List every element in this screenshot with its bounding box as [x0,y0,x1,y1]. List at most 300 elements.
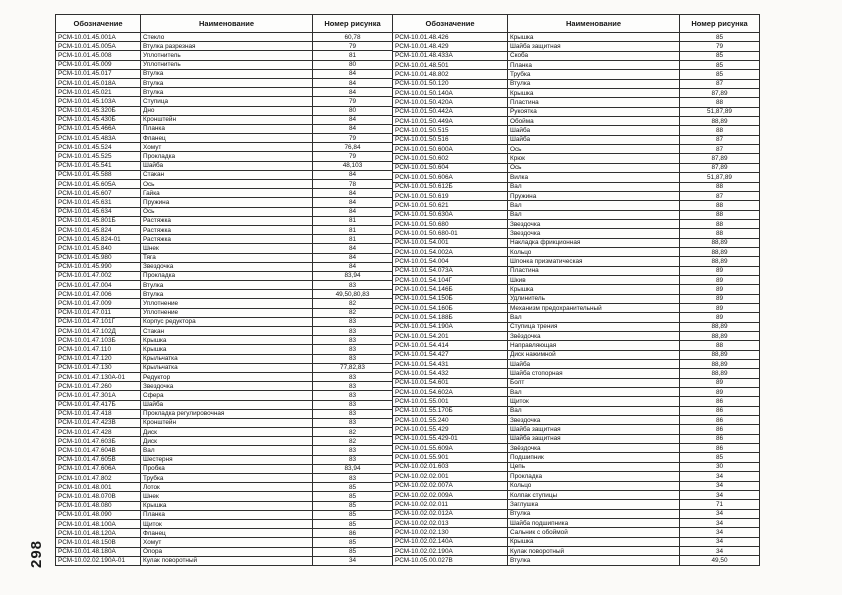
cell-designation: РСМ-10.01.54.201 [393,332,508,341]
cell-name: Рукоятка [508,107,680,116]
cell-figure-number: 86 [680,416,760,425]
cell-figure-number: 79 [313,42,393,51]
cell-designation: РСМ-10.01.54.073А [393,266,508,275]
cell-name: Звёздочка [508,444,680,453]
cell-name: Крюк [508,154,680,163]
cell-figure-number: 88 [680,201,760,210]
cell-figure-number: 86 [680,434,760,443]
cell-designation: РСМ-10.01.48.180А [56,547,141,556]
table-row [393,145,760,154]
cell-designation: РСМ-10.01.47.418 [56,409,141,418]
cell-designation: РСМ-10.01.47.110 [56,345,141,354]
cell-designation: РСМ-10.01.48.090 [56,510,141,519]
cell-figure-number: 83 [313,336,393,345]
cell-figure-number: 83 [313,327,393,336]
cell-figure-number: 81 [313,51,393,60]
cell-name: Накладка фрикционная [508,238,680,247]
cell-name: Обойма [508,117,680,126]
cell-figure-number: 85 [680,61,760,70]
table-row [393,472,760,481]
cell-name: Прокладка [508,472,680,481]
cell-name: Ось [508,163,680,172]
cell-name: Кулак поворотный [141,556,313,565]
cell-name: Диск [141,428,313,437]
cell-figure-number: 82 [313,437,393,446]
table-row [56,253,393,262]
cell-figure-number: 85 [313,492,393,501]
cell-name: Уплотнение [141,299,313,308]
cell-figure-number: 76,84 [313,143,393,152]
table-row [393,546,760,555]
cell-name: Удлинитель [508,294,680,303]
table-row [56,372,393,381]
table-row [56,262,393,271]
table-row [56,290,393,299]
cell-name: Ступица трения [508,322,680,331]
cell-designation: РСМ-10.02.02.007А [393,481,508,490]
cell-name: Планка [141,124,313,133]
col-header-name: Наименование [141,15,313,33]
table-row [393,135,760,144]
table-row [393,275,760,284]
cell-name: Втулка [141,290,313,299]
cell-name: Стакан [141,170,313,179]
table-row [393,33,760,42]
cell-name: Прокладка регулировочная [141,409,313,418]
table-row [56,216,393,225]
table-row [56,317,393,326]
table-row [393,350,760,359]
cell-name: Втулка [141,88,313,97]
cell-name: Втулка [141,78,313,87]
cell-designation: РСМ-10.01.55.170Б [393,406,508,415]
cell-designation: РСМ-10.01.45.824-01 [56,235,141,244]
cell-figure-number: 80 [313,106,393,115]
cell-name: Шайба подшипника [508,518,680,527]
cell-name: Шайба [508,360,680,369]
cell-name: Крышка [141,336,313,345]
table-row [56,363,393,372]
table-row [56,271,393,280]
cell-name: Крышка [141,345,313,354]
table-row [56,354,393,363]
cell-designation: РСМ-10.01.55.429-01 [393,434,508,443]
table-row [393,378,760,387]
cell-name: Втулка [508,556,680,565]
cell-figure-number: 89 [680,275,760,284]
table-row [393,285,760,294]
cell-designation: РСМ-10.01.48.429 [393,42,508,51]
cell-designation: РСМ-10.01.47.130А-01 [56,372,141,381]
cell-figure-number: 85 [313,519,393,528]
cell-name: Планка [141,510,313,519]
table-row [56,88,393,97]
table-row [56,143,393,152]
table-row [56,244,393,253]
cell-figure-number: 89 [680,303,760,312]
cell-figure-number: 51,87,89 [680,173,760,182]
table-row [56,308,393,317]
table-row [393,537,760,546]
cell-designation: РСМ-10.01.50.680-01 [393,229,508,238]
cell-designation: РСМ-10.02.01.603 [393,462,508,471]
cell-figure-number: 88,89 [680,360,760,369]
cell-figure-number: 87 [680,79,760,88]
cell-designation: РСМ-10.01.47.604В [56,446,141,455]
cell-name: Хомут [141,538,313,547]
cell-designation: РСМ-10.01.54.602А [393,388,508,397]
cell-designation: РСМ-10.01.50.630А [393,210,508,219]
cell-designation: РСМ-10.01.47.605В [56,455,141,464]
cell-designation: РСМ-10.01.50.120 [393,79,508,88]
cell-name: Пробка [141,464,313,473]
cell-figure-number: 88,89 [680,350,760,359]
cell-name: Прокладка [141,152,313,161]
cell-figure-number: 84 [313,78,393,87]
cell-designation: РСМ-10.01.45.021 [56,88,141,97]
cell-designation: РСМ-10.01.47.009 [56,299,141,308]
cell-name: Втулка [508,79,680,88]
cell-designation: РСМ-10.01.48.080 [56,501,141,510]
cell-designation: РСМ-10.01.45.320Б [56,106,141,115]
table-row [393,528,760,537]
table-row [56,464,393,473]
cell-designation: РСМ-10.01.45.980 [56,253,141,262]
table-row [393,107,760,116]
cell-designation: РСМ-10.01.54.150Б [393,294,508,303]
table-row [393,163,760,172]
cell-name: Диск [141,437,313,446]
cell-figure-number: 77,82,83 [313,363,393,372]
cell-name: Шнек [141,492,313,501]
cell-figure-number: 34 [680,472,760,481]
cell-designation: РСМ-10.01.47.603Б [56,437,141,446]
table-row [56,106,393,115]
table-row [393,79,760,88]
cell-figure-number: 89 [680,294,760,303]
table-row [393,556,760,565]
cell-figure-number: 83 [313,391,393,400]
cell-designation: РСМ-10.01.54.427 [393,350,508,359]
cell-name: Пружина [141,198,313,207]
table-row [393,500,760,509]
table-row [393,406,760,415]
cell-figure-number: 86 [313,529,393,538]
cell-designation: РСМ-10.01.54.004 [393,257,508,266]
cell-figure-number: 81 [313,225,393,234]
table-row [393,434,760,443]
cell-designation: РСМ-10.01.47.006 [56,290,141,299]
cell-designation: РСМ-10.01.47.103Б [56,336,141,345]
table-row [56,418,393,427]
cell-figure-number: 78 [313,180,393,189]
cell-name: Крышка [141,501,313,510]
table-row [393,369,760,378]
table-row [393,173,760,182]
cell-name: Шайба защитная [508,42,680,51]
cell-name: Звёздочка [508,332,680,341]
cell-designation: РСМ-10.01.50.680 [393,219,508,228]
cell-figure-number: 88,89 [680,369,760,378]
cell-name: Шайба [141,400,313,409]
cell-designation: РСМ-10.01.50.612Б [393,182,508,191]
cell-name: Направляющая [508,341,680,350]
cell-name: Щиток [141,519,313,528]
cell-name: Ось [141,180,313,189]
cell-figure-number: 60,78 [313,33,393,42]
cell-name: Шайба защитная [508,425,680,434]
cell-figure-number: 88,89 [680,117,760,126]
cell-designation: РСМ-10.01.47.011 [56,308,141,317]
cell-figure-number: 85 [680,453,760,462]
table-row [56,455,393,464]
cell-figure-number: 84 [313,88,393,97]
cell-designation: РСМ-10.01.47.802 [56,474,141,483]
table-row [56,437,393,446]
cell-designation: РСМ-10.01.45.801Б [56,216,141,225]
cell-designation: РСМ-10.01.50.420А [393,98,508,107]
cell-designation: РСМ-10.01.45.430Б [56,115,141,124]
cell-name: Хомут [141,143,313,152]
cell-figure-number: 79 [313,97,393,106]
cell-figure-number: 85 [313,501,393,510]
cell-designation: РСМ-10.02.02.130 [393,528,508,537]
cell-designation: РСМ-10.01.50.449А [393,117,508,126]
cell-designation: РСМ-10.01.50.619 [393,191,508,200]
cell-designation: РСМ-10.01.55.609А [393,444,508,453]
table-row [393,360,760,369]
cell-name: Цепь [508,462,680,471]
cell-designation: РСМ-10.01.48.120А [56,529,141,538]
cell-name: Кронштейн [141,115,313,124]
cell-figure-number: 83 [313,446,393,455]
cell-name: Ступица [141,97,313,106]
cell-designation: РСМ-10.01.45.840 [56,244,141,253]
cell-designation: РСМ-10.01.45.524 [56,143,141,152]
table-row [393,266,760,275]
table-row [393,126,760,135]
cell-figure-number: 34 [680,518,760,527]
cell-figure-number: 80 [313,60,393,69]
cell-designation: РСМ-10.02.02.190А-01 [56,556,141,565]
cell-figure-number: 83 [313,317,393,326]
cell-figure-number: 84 [313,253,393,262]
cell-figure-number: 89 [680,266,760,275]
cell-name: Трубка [141,474,313,483]
cell-name: Вал [508,201,680,210]
cell-name: Крышка [508,89,680,98]
table-row [56,299,393,308]
cell-designation: РСМ-10.02.02.190А [393,546,508,555]
cell-designation: РСМ-10.02.02.013 [393,518,508,527]
cell-figure-number: 85 [680,51,760,60]
cell-designation: РСМ-10.01.45.466А [56,124,141,133]
cell-name: Звездочка [508,229,680,238]
table-row [393,219,760,228]
table-row [56,281,393,290]
cell-figure-number: 84 [313,115,393,124]
cell-designation: РСМ-10.02.02.140А [393,537,508,546]
cell-figure-number: 87,89 [680,163,760,172]
table-row [393,425,760,434]
table-row [393,509,760,518]
cell-figure-number: 84 [313,170,393,179]
cell-figure-number: 88 [680,210,760,219]
table-row [56,97,393,106]
cell-name: Звездочка [141,262,313,271]
table-row [56,207,393,216]
table-row [393,42,760,51]
cell-figure-number: 84 [313,189,393,198]
cell-designation: РСМ-10.01.45.607 [56,189,141,198]
cell-designation: РСМ-10.01.45.634 [56,207,141,216]
cell-designation: РСМ-10.01.55.240 [393,416,508,425]
cell-name: Колпак ступицы [508,490,680,499]
cell-figure-number: 51,87,89 [680,107,760,116]
cell-name: Крышка [508,285,680,294]
cell-figure-number: 83 [313,372,393,381]
cell-designation: РСМ-10.01.48.433А [393,51,508,60]
cell-designation: РСМ-10.01.45.018А [56,78,141,87]
cell-name: Уплотнитель [141,51,313,60]
cell-designation: РСМ-10.01.45.001А [56,33,141,42]
cell-figure-number: 49,50 [680,556,760,565]
cell-name: Вилка [508,173,680,182]
cell-designation: РСМ-10.01.45.824 [56,225,141,234]
table-row [56,547,393,556]
table-row [393,490,760,499]
table-row [56,492,393,501]
cell-name: Подшипник [508,453,680,462]
table-row [393,453,760,462]
table-row [393,444,760,453]
table-row [56,134,393,143]
cell-name: Шестерня [141,455,313,464]
cell-designation: РСМ-10.01.50.602 [393,154,508,163]
cell-name: Шайба [141,161,313,170]
cell-designation: РСМ-10.01.54.431 [393,360,508,369]
table-row [393,257,760,266]
col-header-designation: Обозначение [56,15,141,33]
table-row [56,42,393,51]
cell-designation: РСМ-10.01.54.104Г [393,275,508,284]
cell-figure-number: 82 [313,308,393,317]
cell-designation: РСМ-10.01.47.004 [56,281,141,290]
cell-name: Заглушка [508,500,680,509]
cell-figure-number: 88 [680,126,760,135]
cell-figure-number: 87 [680,191,760,200]
cell-figure-number: 34 [313,556,393,565]
header-row [56,15,393,33]
parts-table-left [55,14,393,566]
table-row [393,238,760,247]
cell-designation: РСМ-10.01.47.423В [56,418,141,427]
cell-designation: РСМ-10.01.50.516 [393,135,508,144]
cell-figure-number: 89 [680,313,760,322]
table-row [56,327,393,336]
cell-designation: РСМ-10.01.48.802 [393,70,508,79]
cell-figure-number: 84 [313,198,393,207]
cell-designation: РСМ-10.02.02.011 [393,500,508,509]
table-row [56,161,393,170]
cell-designation: РСМ-10.01.54.190А [393,322,508,331]
cell-figure-number: 85 [680,70,760,79]
table-row [56,501,393,510]
cell-name: Крышка [508,537,680,546]
cell-name: Вал [508,313,680,322]
cell-designation: РСМ-10.01.45.588 [56,170,141,179]
cell-designation: РСМ-10.01.47.428 [56,428,141,437]
cell-designation: РСМ-10.01.50.140А [393,89,508,98]
cell-name: Уплотнение [141,308,313,317]
table-row [56,556,393,565]
cell-designation: РСМ-10.01.47.002 [56,271,141,280]
table-row [56,152,393,161]
cell-designation: РСМ-10.01.54.432 [393,369,508,378]
cell-figure-number: 83 [313,281,393,290]
table-row [56,115,393,124]
cell-name: Кольцо [508,247,680,256]
table-row [393,294,760,303]
table-row [393,229,760,238]
cell-name: Лоток [141,483,313,492]
table-row [56,382,393,391]
col-header-figure-number: Номер рисунка [680,15,760,33]
cell-designation: РСМ-10.01.54.002А [393,247,508,256]
table-row [56,33,393,42]
cell-name: Ось [141,207,313,216]
cell-name: Шнек [141,244,313,253]
cell-designation: РСМ-10.01.54.188Б [393,313,508,322]
cell-figure-number: 85 [313,538,393,547]
parts-table-right [392,14,760,566]
cell-figure-number: 81 [313,216,393,225]
cell-name: Пластина [508,266,680,275]
cell-name: Крыльчатка [141,354,313,363]
cell-figure-number: 34 [680,490,760,499]
cell-name: Фланец [141,134,313,143]
table-row [393,154,760,163]
page-number: 298 [28,539,45,568]
cell-name: Корпус редуктора [141,317,313,326]
cell-name: Втулка [508,509,680,518]
cell-figure-number: 83 [313,354,393,363]
cell-figure-number: 85 [680,33,760,42]
cell-name: Вал [141,446,313,455]
cell-figure-number: 34 [680,546,760,555]
cell-name: Сальник с обоймой [508,528,680,537]
cell-figure-number: 30 [680,462,760,471]
table-row [393,117,760,126]
table-row [393,201,760,210]
table-row [56,538,393,547]
cell-figure-number: 79 [680,42,760,51]
table-row [56,483,393,492]
cell-designation: РСМ-10.01.47.101Г [56,317,141,326]
cell-designation: РСМ-10.01.48.150В [56,538,141,547]
cell-designation: РСМ-10.01.45.009 [56,60,141,69]
cell-name: Скоба [508,51,680,60]
cell-figure-number: 88,89 [680,332,760,341]
cell-designation: РСМ-10.01.47.120 [56,354,141,363]
cell-designation: РСМ-10.01.45.103А [56,97,141,106]
cell-figure-number: 88 [680,341,760,350]
table-row [56,474,393,483]
table-row [56,198,393,207]
cell-figure-number: 88 [680,98,760,107]
cell-designation: РСМ-10.01.45.483А [56,134,141,143]
cell-designation: РСМ-10.01.54.146Б [393,285,508,294]
